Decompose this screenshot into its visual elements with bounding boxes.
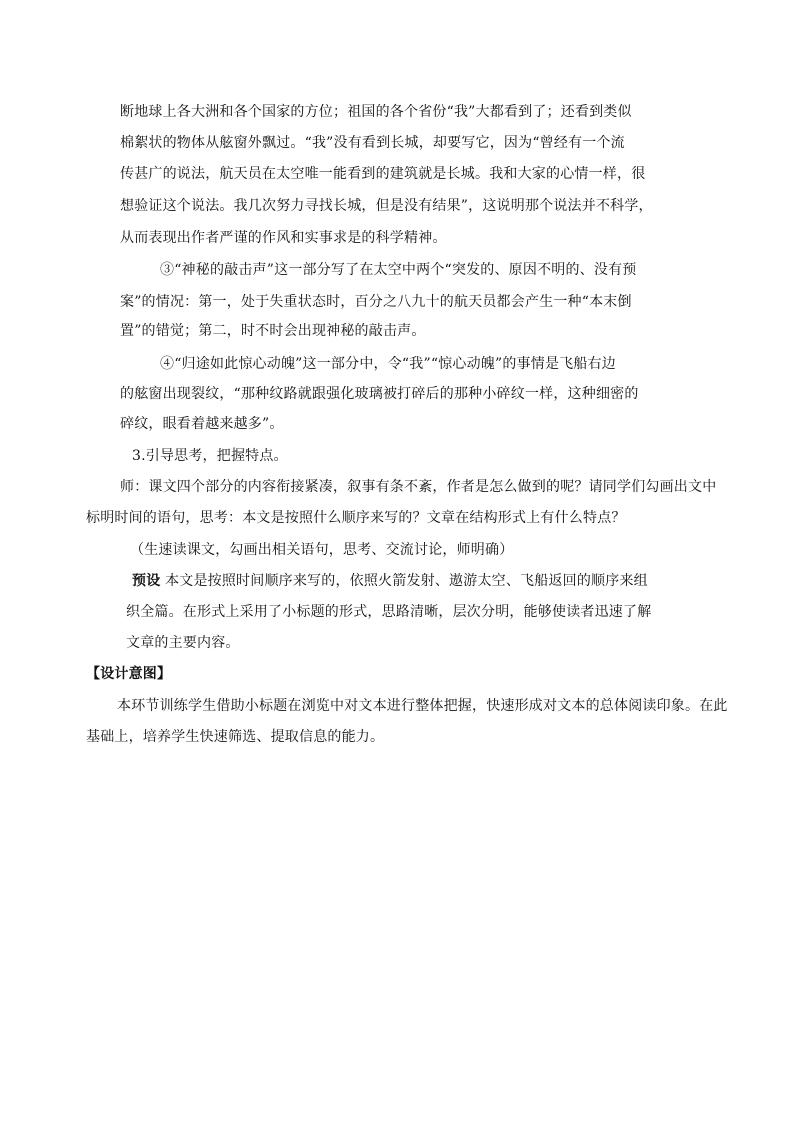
paragraph-line: 想验证这个说法。我几次努力寻找长城，但是没有结果”，这说明那个说法并不科学， <box>120 198 653 214</box>
paragraph-line: 断地球上各大洲和各个国家的方位；祖国的各个省份“我”大都看到了；还看到类似 <box>120 104 632 120</box>
section-heading: 【设计意图】 <box>86 666 172 682</box>
paragraph-line: 文章的主要内容。 <box>126 635 240 651</box>
paragraph-line: 案”的情况：第一，处于失重状态时，百分之八九十的航天员都会产生一种“本末倒 <box>120 294 632 310</box>
paragraph-line: 棉絮状的物体从舷窗外飘过。“我”没有看到长城，却要写它，因为“曾经有一个流 <box>120 135 625 151</box>
paragraph-line: 织全篇。在形式上采用了小标题的形式，思路清晰，层次分明，能够使读者迅速了解 <box>126 604 652 620</box>
paragraph-line: 传甚广的说法，航天员在太空唯一能看到的建筑就是长城。我和大家的心情一样，很 <box>120 166 646 182</box>
paragraph-line: 的舷窗出现裂纹，“那种纹路就跟强化玻璃被打碎后的那种小碎纹一样，这种细密的 <box>120 386 639 402</box>
paragraph-line: 本环节训练学生借助小标题在浏览中对文本进行整体把握，快速形成对文本的总体阅读印象。在此 <box>117 698 728 714</box>
paragraph-line: 置”的错觉；第二，时不时会出现神秘的敲击声。 <box>120 323 426 339</box>
preset-label: 预设 <box>132 573 161 589</box>
paragraph-line: ④“归途如此惊心动魄”这一部分中，令“我”“惊心动魄”的事情是飞船右边 <box>160 356 616 372</box>
paragraph-line: 基础上，培养学生快速筛选、提取信息的能力。 <box>86 729 385 745</box>
preset-line <box>132 572 648 590</box>
paragraph-line: 碎纹，眼看着越来越多”。 <box>120 416 284 432</box>
preset-text: 本文是按照时间顺序来写的，依照火箭发射、遨游太空、飞船返回的顺序来组 <box>165 573 648 589</box>
paragraph-line: 从而表现出作者严谨的作风和实事求是的科学精神。 <box>120 230 447 246</box>
paragraph-line: ③“神秘的敲击声”这一部分写了在太空中两个“突发的、原因不明的、没有预 <box>160 262 637 278</box>
paragraph-line: 师：课文四个部分的内容衔接紧凑，叙事有条不紊，作者是怎么做到的呢？请同学们勾画出文中 <box>120 479 717 495</box>
paragraph-line: 标明时间的语句，思考：本文是按照什么顺序来写的？文章在结构形式上有什么特点？ <box>86 510 626 526</box>
paragraph-line: （生速读课文，勾画出相关语句，思考、交流讨论，师明确） <box>130 542 514 558</box>
step-heading: 3.引导思考，把握特点。 <box>132 448 288 464</box>
